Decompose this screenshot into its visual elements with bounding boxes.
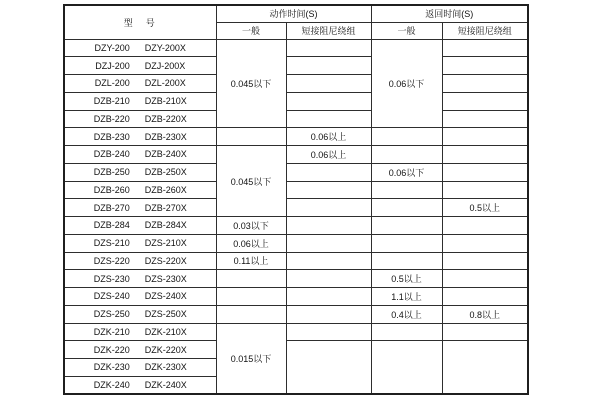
model-label: DZS-240X — [144, 291, 187, 302]
model-label: DZK-220 — [93, 344, 130, 355]
table-row — [64, 75, 528, 93]
model-pair — [65, 132, 216, 142]
value-cell-return-damped — [442, 92, 528, 110]
model-pair — [65, 61, 216, 71]
value-cell-action-general: 0.045以下 — [216, 146, 286, 217]
model-cell — [64, 199, 216, 217]
value-cell-return-damped — [442, 341, 528, 394]
value-cell-return-damped — [442, 252, 528, 270]
table-row — [64, 146, 528, 164]
value-cell-action-damped — [286, 92, 371, 110]
model-cell — [64, 128, 216, 146]
value-cell-return-general — [371, 234, 442, 252]
value-cell-action-general — [216, 288, 286, 306]
model-label: DZK-230 — [93, 362, 130, 373]
model-label: DZS-250X — [144, 309, 187, 320]
action-damped-winding-header: 短接阻尼绕组 — [286, 22, 371, 39]
model-cell — [64, 270, 216, 288]
model-label: DZB-270 — [93, 202, 130, 213]
model-cell — [64, 234, 216, 252]
model-label: DZL-200 — [94, 78, 130, 89]
table-row — [64, 305, 528, 323]
value-cell-return-general — [371, 146, 442, 164]
value-cell-return-damped — [442, 128, 528, 146]
model-column-header: 型 号 — [64, 5, 216, 39]
value-cell-action-damped — [286, 57, 371, 75]
model-label: DZB-240X — [144, 149, 187, 160]
model-cell — [64, 181, 216, 199]
model-label: DZB-284 — [93, 220, 130, 231]
value-cell-action-damped — [286, 234, 371, 252]
model-pair — [65, 345, 216, 355]
value-cell-return-general: 0.4以上 — [371, 305, 442, 323]
model-label: DZS-220X — [144, 255, 187, 266]
return-general-header: 一般 — [371, 22, 442, 39]
value-cell-return-damped — [442, 75, 528, 93]
model-pair — [65, 362, 216, 372]
model-pair — [65, 167, 216, 177]
model-cell — [64, 305, 216, 323]
table-row — [64, 92, 528, 110]
model-label: DZB-250X — [144, 167, 187, 178]
model-label: DZS-210X — [144, 238, 187, 249]
model-cell — [64, 57, 216, 75]
table-row — [64, 57, 528, 75]
return-damped-winding-header: 短接阻尼绕组 — [442, 22, 528, 39]
model-pair — [65, 78, 216, 88]
table-row — [64, 217, 528, 235]
model-cell — [64, 163, 216, 181]
action-time-group-header: 动作时间(S) — [216, 5, 371, 22]
value-cell-return-damped: 0.8以上 — [442, 305, 528, 323]
model-cell — [64, 376, 216, 394]
value-cell-return-damped — [442, 288, 528, 306]
value-cell-return-damped — [442, 57, 528, 75]
table-row — [64, 163, 528, 181]
model-cell — [64, 359, 216, 377]
value-cell-return-general: 0.06以下 — [371, 39, 442, 128]
model-pair — [65, 291, 216, 301]
model-label: DZB-260 — [93, 184, 130, 195]
model-label: DZS-240 — [93, 291, 130, 302]
value-cell-return-general: 1.1以上 — [371, 288, 442, 306]
value-cell-return-general — [371, 323, 442, 341]
value-cell-return-general — [371, 199, 442, 217]
value-cell-action-damped: 0.06以上 — [286, 128, 371, 146]
return-time-group-header: 返回时间(S) — [371, 5, 528, 22]
model-label: DZS-220 — [93, 255, 130, 266]
value-cell-action-damped — [286, 288, 371, 306]
spec-table-head — [64, 5, 528, 39]
value-cell-action-general — [216, 305, 286, 323]
value-cell-action-damped — [286, 181, 371, 199]
model-label: DZY-200X — [144, 42, 186, 53]
table-row — [64, 252, 528, 270]
value-cell-action-damped — [286, 323, 371, 341]
value-cell-return-damped — [442, 181, 528, 199]
model-pair — [65, 309, 216, 319]
model-pair — [65, 203, 216, 213]
value-cell-action-damped — [286, 217, 371, 235]
action-general-header: 一般 — [216, 22, 286, 39]
model-cell — [64, 92, 216, 110]
model-cell — [64, 110, 216, 128]
model-label: DZS-250 — [93, 309, 130, 320]
value-cell-action-damped — [286, 110, 371, 128]
table-row — [64, 128, 528, 146]
value-cell-return-general — [371, 217, 442, 235]
spec-table — [63, 4, 529, 395]
model-cell — [64, 75, 216, 93]
model-label: DZB-210X — [144, 96, 187, 107]
value-cell-action-general: 0.03以下 — [216, 217, 286, 235]
model-cell — [64, 288, 216, 306]
model-pair — [65, 274, 216, 284]
value-cell-return-damped — [442, 217, 528, 235]
model-label: DZB-220 — [93, 113, 130, 124]
value-cell-action-damped — [286, 305, 371, 323]
value-cell-action-general: 0.11以上 — [216, 252, 286, 270]
model-cell — [64, 323, 216, 341]
table-row — [64, 234, 528, 252]
value-cell-return-damped — [442, 39, 528, 57]
header-row-groups — [64, 5, 528, 22]
model-label: DZB-270X — [144, 202, 187, 213]
model-label: DZJ-200 — [95, 60, 130, 71]
model-pair — [65, 327, 216, 337]
value-cell-return-damped — [442, 270, 528, 288]
model-label: DZK-240X — [144, 379, 187, 390]
table-row — [64, 270, 528, 288]
model-label: DZB-250 — [93, 167, 130, 178]
table-row — [64, 110, 528, 128]
value-cell-action-damped — [286, 270, 371, 288]
value-cell-action-general — [216, 270, 286, 288]
value-cell-action-damped — [286, 252, 371, 270]
model-label: DZJ-200X — [144, 60, 186, 71]
table-row — [64, 181, 528, 199]
model-label: DZK-230X — [144, 362, 187, 373]
value-cell-action-damped — [286, 199, 371, 217]
value-cell-action-general: 0.045以下 — [216, 39, 286, 128]
value-cell-return-general — [371, 128, 442, 146]
value-cell-action-general: 0.015以下 — [216, 323, 286, 394]
model-label: DZB-260X — [144, 184, 187, 195]
model-cell — [64, 146, 216, 164]
model-label: DZS-230X — [144, 273, 187, 284]
model-label: DZB-240 — [93, 149, 130, 160]
model-label: DZB-230X — [144, 131, 187, 142]
value-cell-action-general: 0.06以上 — [216, 234, 286, 252]
model-label: DZL-200X — [144, 78, 186, 89]
model-label: DZS-230 — [93, 273, 130, 284]
model-pair — [65, 96, 216, 106]
value-cell-return-damped — [442, 146, 528, 164]
value-cell-return-damped — [442, 163, 528, 181]
model-pair — [65, 256, 216, 266]
value-cell-return-general — [371, 181, 442, 199]
model-label: DZB-210 — [93, 96, 130, 107]
model-cell — [64, 39, 216, 57]
value-cell-action-damped — [286, 163, 371, 181]
model-pair — [65, 220, 216, 230]
value-cell-action-damped — [286, 75, 371, 93]
model-pair — [65, 114, 216, 124]
value-cell-return-general — [371, 252, 442, 270]
model-cell — [64, 217, 216, 235]
value-cell-return-damped — [442, 323, 528, 341]
value-cell-return-general: 0.5以上 — [371, 270, 442, 288]
table-row — [64, 199, 528, 217]
model-pair — [65, 185, 216, 195]
value-cell-return-general — [371, 341, 442, 394]
model-label: DZS-210 — [93, 238, 130, 249]
model-pair — [65, 43, 216, 53]
model-pair — [65, 380, 216, 390]
model-label: DZY-200 — [94, 42, 130, 53]
model-label: DZB-230 — [93, 131, 130, 142]
value-cell-return-damped: 0.5以上 — [442, 199, 528, 217]
table-row — [64, 288, 528, 306]
model-pair — [65, 238, 216, 248]
value-cell-action-general — [216, 128, 286, 146]
table-row — [64, 39, 528, 57]
model-pair — [65, 149, 216, 159]
model-cell — [64, 252, 216, 270]
model-label: DZK-240 — [93, 379, 130, 390]
model-label: DZK-220X — [144, 344, 187, 355]
value-cell-return-general: 0.06以下 — [371, 163, 442, 181]
table-row — [64, 341, 528, 359]
model-label: DZB-220X — [144, 113, 187, 124]
value-cell-return-damped — [442, 110, 528, 128]
model-label: DZK-210 — [93, 326, 130, 337]
model-cell — [64, 341, 216, 359]
model-label: DZB-284X — [144, 220, 187, 231]
spec-table-body — [64, 39, 528, 394]
table-row — [64, 323, 528, 341]
value-cell-return-damped — [442, 234, 528, 252]
value-cell-action-damped: 0.06以上 — [286, 146, 371, 164]
value-cell-action-damped — [286, 39, 371, 57]
value-cell-action-damped — [286, 341, 371, 394]
model-label: DZK-210X — [144, 326, 187, 337]
